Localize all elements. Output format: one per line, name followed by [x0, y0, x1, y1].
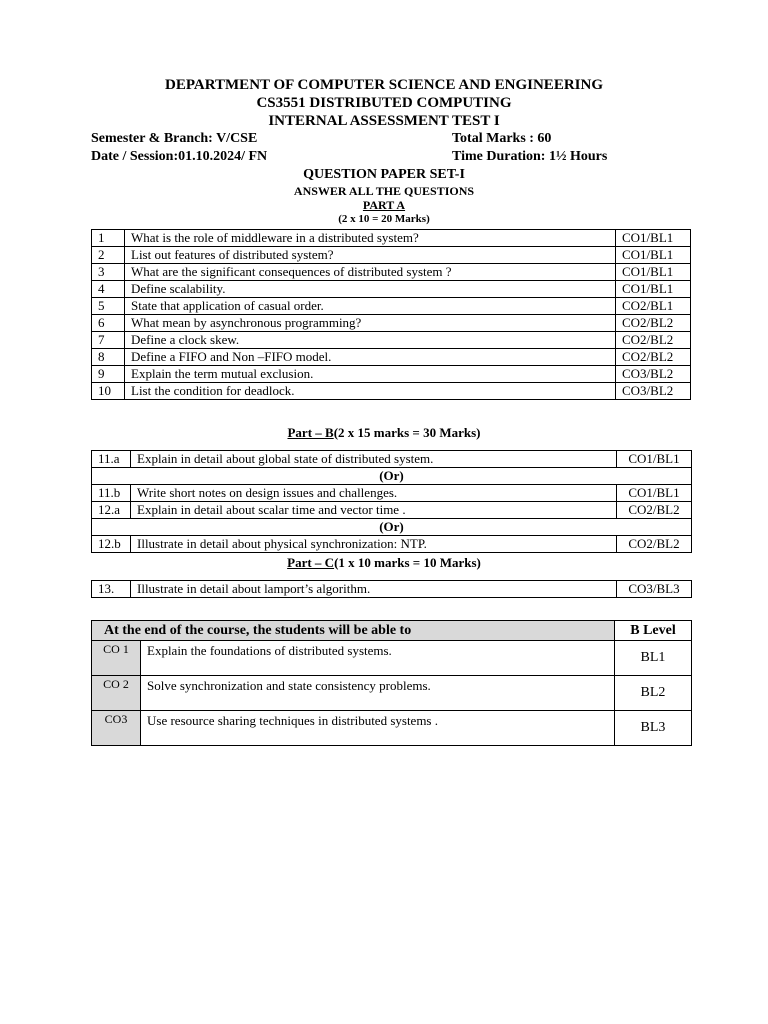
- question-text: Define scalability.: [125, 281, 616, 298]
- part-b-table: [91, 450, 692, 553]
- table-row: [92, 502, 692, 519]
- question-number: 4: [92, 281, 125, 298]
- question-text: Define a FIFO and Non –FIFO model.: [125, 349, 616, 366]
- co-description: Use resource sharing techniques in distributed systems .: [141, 711, 615, 746]
- question-co: CO3/BL2: [616, 383, 691, 400]
- or-label: (Or): [92, 519, 692, 536]
- part-c-title-label: Part – C: [287, 555, 335, 570]
- question-number: 11.a: [92, 451, 131, 468]
- table-row: [92, 581, 692, 598]
- question-text: List out features of distributed system?: [125, 247, 616, 264]
- question-co: CO1/BL1: [616, 281, 691, 298]
- part-c-title-marks: (1 x 10 marks = 10 Marks): [334, 555, 481, 570]
- outcomes-header-row: [92, 621, 692, 641]
- table-row: [92, 298, 691, 315]
- course-outcomes-table: [91, 620, 692, 746]
- co-description: Solve synchronization and state consistency problems.: [141, 676, 615, 711]
- co-level: BL1: [615, 641, 692, 676]
- question-text: Write short notes on design issues and challenges.: [131, 485, 617, 502]
- test-title: INTERNAL ASSESSMENT TEST I: [268, 113, 500, 129]
- level-header: B Level: [615, 621, 692, 641]
- question-co: CO2/BL2: [616, 332, 691, 349]
- question-text: Explain in detail about global state of distributed system.: [131, 451, 617, 468]
- question-co: CO2/BL2: [617, 536, 692, 553]
- question-text: What mean by asynchronous programming?: [125, 315, 616, 332]
- table-row: [92, 641, 692, 676]
- question-number: 10: [92, 383, 125, 400]
- question-number: 1: [92, 230, 125, 247]
- table-row: [92, 247, 691, 264]
- part-a-table: [91, 229, 691, 400]
- table-row: [92, 366, 691, 383]
- question-co: CO3/BL2: [616, 366, 691, 383]
- table-row: [92, 264, 691, 281]
- question-number: 8: [92, 349, 125, 366]
- question-number: 13.: [92, 581, 131, 598]
- question-co: CO1/BL1: [616, 230, 691, 247]
- part-a-title: PART A: [362, 198, 406, 212]
- co-level: BL2: [615, 676, 692, 711]
- question-number: 11.b: [92, 485, 131, 502]
- part-c-title: [0, 555, 768, 571]
- semester-branch: Semester & Branch: V/CSE: [91, 131, 258, 146]
- department-title: DEPARTMENT OF COMPUTER SCIENCE AND ENGINEERING: [165, 77, 603, 93]
- question-number: 9: [92, 366, 125, 383]
- question-co: CO1/BL1: [617, 451, 692, 468]
- question-text: What are the significant consequences of distributed system ?: [125, 264, 616, 281]
- or-row: [92, 468, 692, 485]
- question-number: 12.b: [92, 536, 131, 553]
- question-number: 6: [92, 315, 125, 332]
- time-duration: Time Duration: 1½ Hours: [452, 149, 608, 164]
- question-co: CO1/BL1: [616, 247, 691, 264]
- question-co: CO2/BL2: [616, 349, 691, 366]
- question-number: 12.a: [92, 502, 131, 519]
- table-row: [92, 315, 691, 332]
- question-text: Illustrate in detail about lamport’s algorithm.: [131, 581, 617, 598]
- table-row: [92, 451, 692, 468]
- question-text: What is the role of middleware in a distributed system?: [125, 230, 616, 247]
- or-row: [92, 519, 692, 536]
- part-b-title: [0, 425, 768, 441]
- co-code: CO3: [92, 711, 141, 746]
- table-row: [92, 349, 691, 366]
- table-row: [92, 332, 691, 349]
- question-co: CO1/BL1: [617, 485, 692, 502]
- co-code: CO 2: [92, 676, 141, 711]
- question-co: CO1/BL1: [616, 264, 691, 281]
- question-co: CO2/BL2: [616, 315, 691, 332]
- table-row: [92, 711, 692, 746]
- part-c-table: [91, 580, 692, 598]
- part-b-title-label: Part – B: [287, 425, 334, 440]
- outcomes-header: At the end of the course, the students will be able to: [92, 621, 615, 641]
- question-co: CO2/BL1: [616, 298, 691, 315]
- part-a-marks: (2 x 10 = 20 Marks): [338, 213, 430, 225]
- question-text: Define a clock skew.: [125, 332, 616, 349]
- question-number: 3: [92, 264, 125, 281]
- date-session: Date / Session:01.10.2024/ FN: [91, 149, 268, 164]
- table-row: [92, 230, 691, 247]
- question-number: 7: [92, 332, 125, 349]
- table-row: [92, 485, 692, 502]
- question-text: State that application of casual order.: [125, 298, 616, 315]
- co-code: CO 1: [92, 641, 141, 676]
- question-text: List the condition for deadlock.: [125, 383, 616, 400]
- table-row: [92, 281, 691, 298]
- question-text: Illustrate in detail about physical synchronization: NTP.: [131, 536, 617, 553]
- question-co: CO3/BL3: [617, 581, 692, 598]
- question-text: Explain in detail about scalar time and vector time .: [131, 502, 617, 519]
- total-marks: Total Marks : 60: [452, 131, 552, 146]
- question-text: Explain the term mutual exclusion.: [125, 366, 616, 383]
- co-description: Explain the foundations of distributed systems.: [141, 641, 615, 676]
- table-row: [92, 383, 691, 400]
- question-paper-set: QUESTION PAPER SET-I: [303, 167, 465, 182]
- or-label: (Or): [92, 468, 692, 485]
- co-level: BL3: [615, 711, 692, 746]
- course-title: CS3551 DISTRIBUTED COMPUTING: [256, 95, 512, 111]
- question-number: 2: [92, 247, 125, 264]
- instruction: ANSWER ALL THE QUESTIONS: [293, 184, 475, 198]
- part-b-title-marks: (2 x 15 marks = 30 Marks): [333, 425, 481, 440]
- table-row: [92, 676, 692, 711]
- question-co: CO2/BL2: [617, 502, 692, 519]
- table-row: [92, 536, 692, 553]
- question-number: 5: [92, 298, 125, 315]
